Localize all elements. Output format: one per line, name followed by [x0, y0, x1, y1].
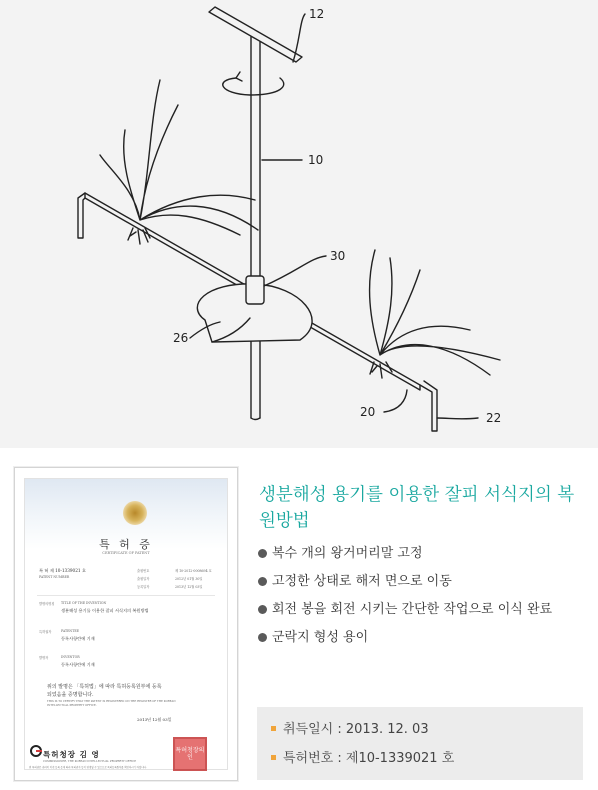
feature-item: 군락지 형성 용이 — [258, 630, 552, 658]
patent-info-box — [257, 707, 583, 780]
certificate-footnote: 위 특허권은 권리의 이전 등록 등에 따라 특허권자 등이 변경될 수 있으므로 특허등록원부를 확인하시기 바랍니다. — [29, 766, 147, 769]
divider — [37, 595, 215, 596]
certificate-title: 특 허 증 — [99, 538, 153, 551]
owner-label: 특허권자 — [39, 630, 52, 634]
bullet-icon — [258, 633, 267, 642]
callout-12: 12 — [309, 7, 325, 21]
inventor-label-en: INVENTOR — [61, 655, 80, 659]
feature-item: 복수 개의 왕거머리말 고정 — [258, 546, 552, 574]
app-no-label: 출원번호 — [137, 569, 150, 573]
certificate-number-en: PATENT NUMBER — [39, 575, 70, 579]
square-bullet-icon — [271, 755, 276, 760]
certificate-frame — [24, 478, 228, 770]
app-date: 2012년 01월 30일 — [175, 577, 203, 581]
invention-title: 생분해성 용기를 이용한 잘피 서식지의 복원방법 — [61, 608, 149, 613]
callout-22: 22 — [486, 411, 502, 425]
issue-date: 2013년 12월 03일 — [137, 717, 172, 722]
certificate-title-en: CERTIFICATE OF PATENT — [102, 551, 150, 555]
certificate-body-2: 되었음을 증명합니다. — [47, 692, 94, 698]
app-no: 제 10-2012-0008694 호 — [175, 569, 212, 573]
inventor-value: 등록사항란에 기재 — [61, 662, 95, 667]
certificate-body-1: 위의 발명은 「특허법」에 따라 특허등록원부에 등록 — [47, 684, 162, 690]
patent-info-section — [0, 448, 598, 790]
patent-certificate-image — [14, 467, 238, 781]
reg-date: 2013년 12월 03일 — [175, 585, 203, 589]
square-bullet-icon — [271, 726, 276, 731]
certificate-issuer-en: COMMISSIONER, THE KOREAN INTELLECTUAL PROPERTY OFFICE — [43, 760, 137, 763]
bullet-icon — [258, 577, 267, 586]
certificate-number: 특 허 제 10-1339021 호 — [39, 568, 86, 573]
callout-30: 30 — [330, 249, 346, 263]
patent-title: 생분해성 용기를 이용한 잘피 서식지의 복원방법 — [259, 485, 575, 531]
callout-26: 26 — [173, 331, 189, 345]
feature-list — [258, 546, 552, 658]
owner-value: 등록사항란에 기재 — [61, 636, 95, 641]
callout-10: 10 — [308, 153, 324, 167]
government-emblem — [123, 501, 147, 525]
inventor-label: 발명자 — [39, 656, 49, 660]
acquisition-date-value: 2013. 12. 03 — [345, 722, 429, 737]
acquisition-date-label: 취득일시 — [283, 722, 334, 737]
patent-number-label: 특허번호 — [283, 751, 334, 766]
callout-20: 20 — [360, 405, 376, 419]
patent-number-value: 제10-1339021 호 — [345, 751, 455, 766]
invention-label-en: TITLE OF THE INVENTION — [61, 601, 107, 605]
patent-number-row: 특허번호 : 제10-1339021 호 — [271, 747, 454, 766]
acquisition-date-row: 취득일시 : 2013. 12. 03 — [271, 718, 429, 737]
bullet-icon — [258, 549, 267, 558]
feature-item: 고정한 상태로 해저 면으로 이동 — [258, 574, 552, 602]
owner-label-en: PATENTEE — [61, 629, 79, 633]
kipo-logo-icon — [30, 745, 42, 757]
reg-date-label: 등록일자 — [137, 585, 150, 589]
feature-item: 회전 봉을 회전 시키는 간단한 작업으로 이식 완료 — [258, 602, 552, 630]
official-seal: 특허청장의인 — [173, 737, 207, 771]
app-date-label: 출원일자 — [137, 577, 150, 581]
certificate-body-en: THIS IS TO CERTIFY THAT THE PATENT IS REGISTERED ON THE REGISTER OF THE KOREAN INTELLECTUAL PROPERTY OFFICE. — [47, 700, 176, 707]
invention-label: 발명의명칭 — [39, 602, 55, 606]
top-handle-bar — [209, 7, 302, 62]
bullet-icon — [258, 605, 267, 614]
certificate-issuer: 특허청장 김 영 — [43, 750, 100, 759]
